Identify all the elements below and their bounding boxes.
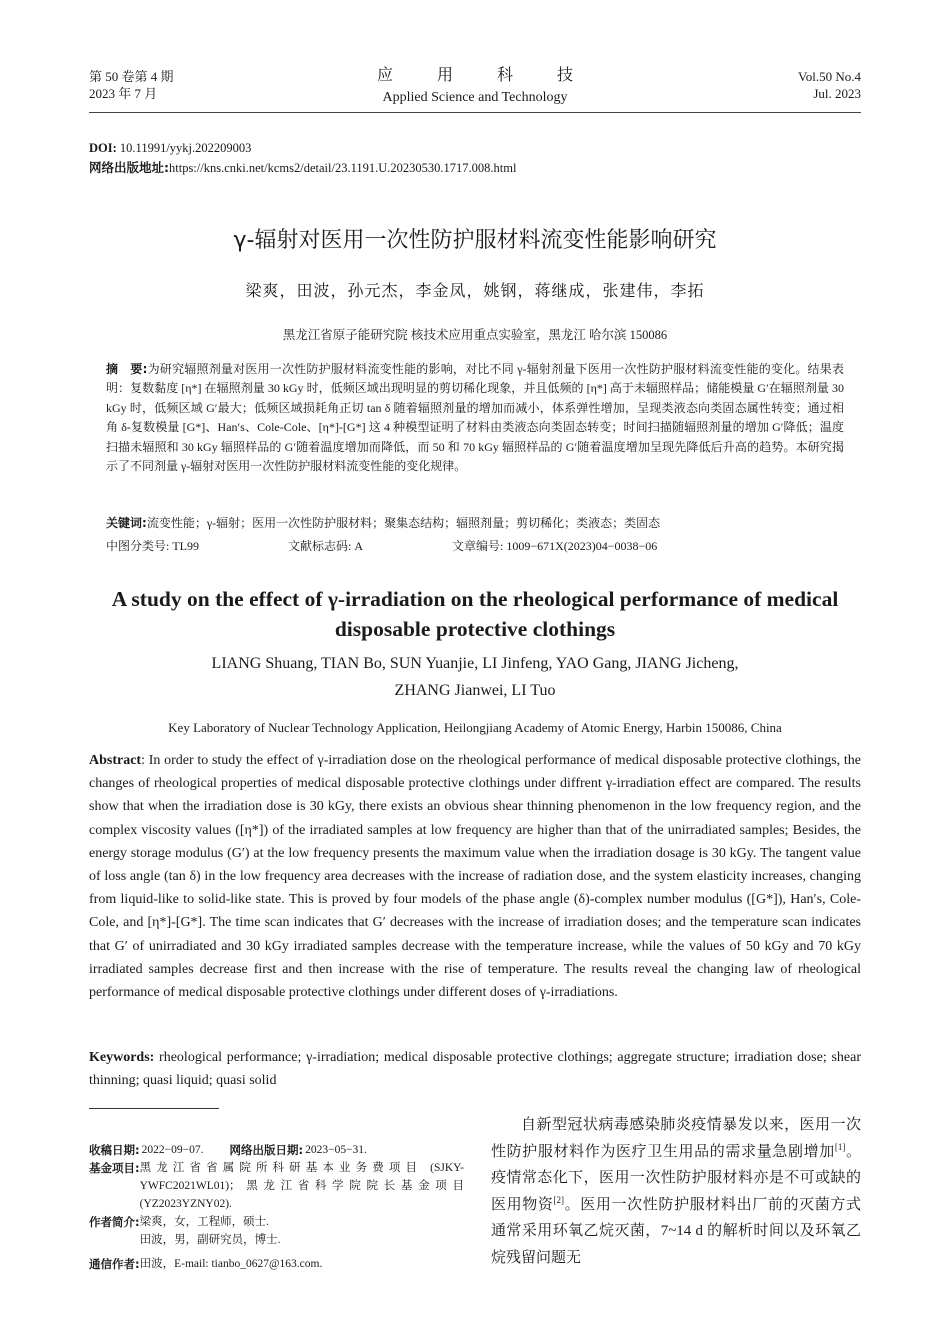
authors-cn: 梁爽，田波，孙元杰，李金凤，姚钢，蒋继成，张建伟，李拓 xyxy=(245,283,705,300)
keywords-cn-text: 流变性能；γ-辐射；医用一次性防护服材料；聚集态结构；辐照剂量；剪切稀化；类液态；类固态 xyxy=(146,516,661,530)
header-divider xyxy=(89,112,861,113)
fund-label: 基金项目: xyxy=(89,1161,140,1175)
intro-text-1: 自新型冠状病毒感染肺炎疫情暴发以来，医用一次性防护服材料作为医疗卫生用品的需求量急剧增加 xyxy=(491,1117,861,1160)
footnotes xyxy=(89,1141,464,1273)
abstract-en-label: Abstract xyxy=(89,753,142,768)
keywords-en-text: rheological performance; γ-irradiation; medical disposable protective clothings; aggregate structure; irradiation dose; shear thinning; quasi liquid; quasi solid xyxy=(89,1050,861,1089)
citation-1[interactable]: [1] xyxy=(834,1141,846,1152)
keywords-cn-label: 关键词: xyxy=(106,516,147,530)
bio-label: 作者简介: xyxy=(89,1215,140,1229)
bio-author-2: 田波，男，副研究员，博士. xyxy=(139,1234,281,1246)
affiliation-cn: 黑龙江省原子能研究院 核技术应用重点实验室，黑龙江 哈尔滨 150086 xyxy=(282,328,668,342)
received-date-line xyxy=(89,1141,464,1159)
doi-line xyxy=(89,139,516,158)
corresponding-line xyxy=(89,1255,464,1273)
intro-text-3: 。医用一次性防护服材料出厂前的灭菌方式通常采用环氧乙烷灭菌，7~14 d 的解析时间以及环氧乙烷残留问题无 xyxy=(491,1196,861,1266)
corresponding-label: 通信作者: xyxy=(89,1257,140,1271)
document-code: 文献标志码: A xyxy=(288,539,364,553)
header-left xyxy=(89,68,174,102)
date-en: Jul. 2023 xyxy=(813,86,861,101)
doi-label: DOI: xyxy=(89,141,117,155)
online-address-label: 网络出版地址: xyxy=(89,160,169,175)
corresponding-text: 田波，E-mail: tianbo_0627@163.com. xyxy=(139,1258,323,1270)
affiliation-en: Key Laboratory of Nuclear Technology Application, Heilongjiang Academy of Atomic Energy, Harbin 150086, China xyxy=(168,720,782,735)
keywords-en-label: Keywords: xyxy=(89,1050,155,1065)
received-label: 收稿日期: xyxy=(89,1143,140,1157)
received-date: 2022−09−07. xyxy=(141,1144,204,1156)
title-cn: γ-辐射对医用一次性防护服材料流变性能影响研究 xyxy=(233,228,717,253)
journal-name-en: Applied Science and Technology xyxy=(382,90,568,105)
online-date: 2023−05−31. xyxy=(305,1144,367,1156)
bio-text xyxy=(140,1213,464,1249)
citation-2[interactable]: [2] xyxy=(553,1194,565,1205)
intro-paragraph xyxy=(491,1112,861,1272)
doi-block xyxy=(89,139,516,178)
issue-en: Vol.50 No.4 xyxy=(798,69,861,84)
abstract-en xyxy=(89,749,861,1004)
clc-number: 中图分类号: TL99 xyxy=(106,539,199,553)
footnote-divider xyxy=(89,1108,219,1109)
article-number: 文章编号: 1009−671X(2023)04−0038−06 xyxy=(452,539,658,553)
journal-name-cn: 应用科技 xyxy=(376,67,617,84)
body-column xyxy=(491,1112,861,1272)
bio-author-1: 梁爽，女，工程师，硕士. xyxy=(139,1216,269,1228)
authors-en-line-2: ZHANG Jianwei, LI Tuo xyxy=(394,682,556,699)
online-date-label: 网络出版日期: xyxy=(229,1143,304,1157)
intro-text-2: 。疫情常态化下，医用一次性防护服材料亦是不可或缺的医用物资 xyxy=(491,1143,861,1213)
doi-value[interactable]: 10.11991/yykj.202209003 xyxy=(119,141,252,155)
authors-en-line-1: LIANG Shuang, TIAN Bo, SUN Yuanjie, LI Jinfeng, YAO Gang, JIANG Jicheng, xyxy=(211,655,739,672)
keywords-cn xyxy=(106,514,844,533)
online-address-line xyxy=(89,158,516,178)
issue-cn: 第 50 卷第 4 期 xyxy=(89,69,174,84)
authors-en xyxy=(89,650,861,704)
abstract-en-text: : In order to study the effect of γ-irradiation dose on the rheological performance of medical disposable protective clothings, the changes of rheological properties of medical disposable protective clothings under diffrent γ-irradiation effect are compared. The results show that when the irradiation dose is 30 kGy, there exists an obvious shear thinning phenomenon in the low frequency region, and the complex viscosity values ([η*]) of the irradiated samples at low frequency are higher than that of the unirradiated samples; Besides, the energy storage modulus (G′) at the low frequency presents the maximum value when the irradiation dosage is 30 kGy. The tangent value of loss angle (tan δ) in the low frequency area decreases with the increase of radiation dose, and the system elasticity increases, changing from liquid-like to solid-like state. This is proved by four models of the phase angle (δ)-complex number modulus ([G*]), Han′s, Cole-Cole, and [η*]-[G*]. The time scan indicates that G′ decreases with the increase of irradiation doses; and the temperature scan indicates that G′ of unirradiated and 30 kGy irradiated samples decrease with the temperature increase, while the values of 50 kGy and 70 kGy irradiated samples decrease first and then increase with the rise of temperature. The results reveal the changing law of rheological performance of medical disposable protective clothings under different doses of γ-irradiations. xyxy=(89,753,861,1001)
header-right xyxy=(798,68,861,102)
header-center xyxy=(300,66,650,108)
keywords-en xyxy=(89,1046,861,1092)
fund-line xyxy=(89,1159,464,1213)
title-en: A study on the effect of γ-irradiation on the rheological performance of medical disposable protective clothings xyxy=(111,587,839,641)
date-cn: 2023 年 7 月 xyxy=(89,86,158,101)
online-address-url[interactable]: https://kns.cnki.net/kcms2/detail/23.1191.U.20230530.1717.008.html xyxy=(169,161,517,175)
abstract-cn-text: 为研究辐照剂量对医用一次性防护服材料流变性能的影响，对比不同 γ-辐射剂量下医用一次性防护服材料流变性能的变化。结果表明：复数黏度 [η*] 在辐照剂量 30 kGy 时，低频区域出现明显的剪切稀化现象，并且低频的 [η*] 高于未辐照样品；储能模量 G′在辐照剂量 30 kGy 时，低频区域 G′最大；低频区域损耗角正切 tan δ 随着辐照剂量的增加而减小，体系弹性增加，呈现类液态向类固态属性转变；通过相角 δ-复数模量 [G*]、Han′s、Cole-Cole、[η*]-[G*] 这 4 种模型证明了材料由类液态向类固态转变；时间扫描随辐照剂量的增加 G′降低；温度扫描未辐照和 30 kGy 辐照样品的 G′随着温度增加而降低，而 50 和 70 kGy 辐照样品的 G′随着温度增加呈现先降低后升高的趋势。本研究揭示了不同剂量 γ-辐射对医用一次性防护服材料流变性能的变化规律。 xyxy=(106,362,844,474)
abstract-cn xyxy=(106,360,844,476)
bio-line xyxy=(89,1213,464,1249)
fund-text: 黑龙江省省属院所科研基本业务费项目 (SJKY-YWFC2021WL01)；黑龙江省科学院院长基金项目 (YZ2023YZNY02). xyxy=(139,1162,464,1210)
abstract-cn-label: 摘 要: xyxy=(106,362,148,376)
